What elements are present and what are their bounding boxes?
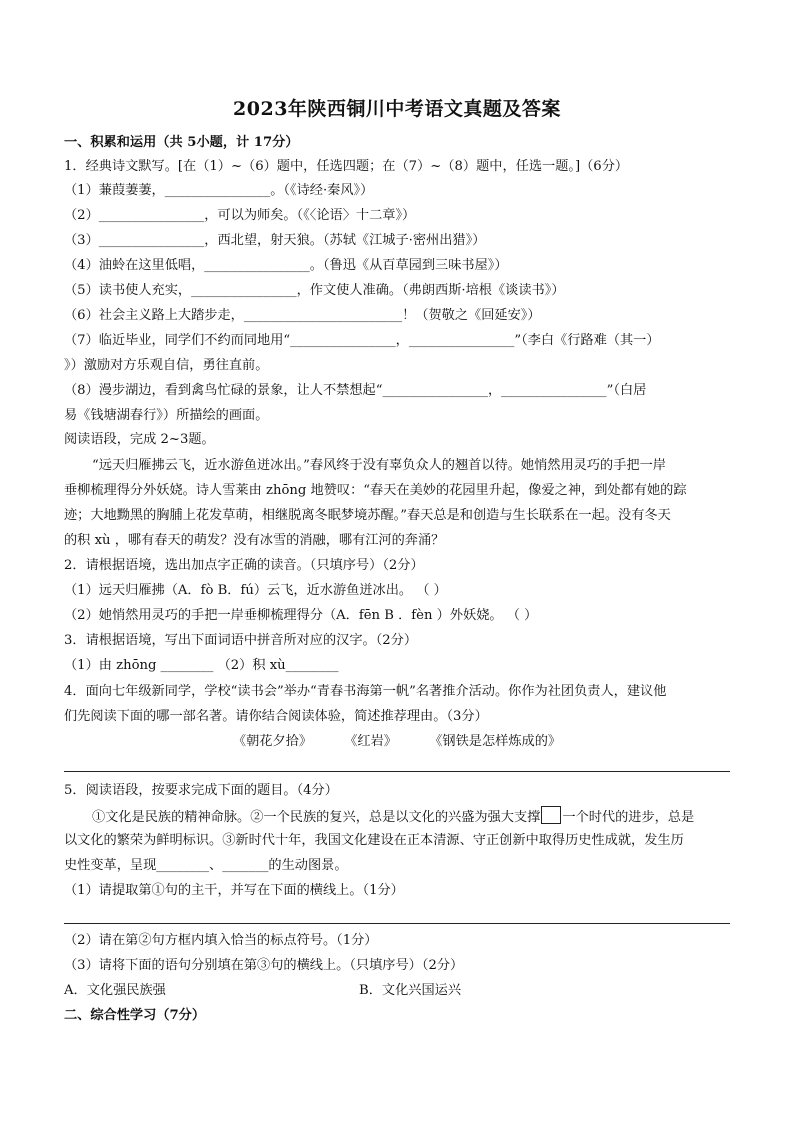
book-option-1: 《朝花夕拾》 bbox=[232, 734, 313, 749]
question-3-items: （1）由 zhōng ________ （2）积 xù________ bbox=[64, 658, 339, 673]
option-b: B．文化兴国运兴 bbox=[359, 983, 462, 998]
question-1-item-3: （3）________________，西北望，射天狼。（苏轼《江城子·密州出猎》） bbox=[64, 233, 486, 248]
passage-line-2: 垂柳梳理得分外妖娆。诗人雪莱由 zhōng 地赞叹：“春天在美妙的花园里升起，像爱之神，到处都有她的踪 bbox=[64, 483, 687, 498]
question-5-sub-1: （1）请提取第①句的主干，并写在下面的横线上。（1分） bbox=[64, 883, 404, 898]
q5-passage-text-b: 一个时代的进步，总是 bbox=[562, 810, 695, 825]
answer-line-q5-1[interactable] bbox=[64, 923, 730, 924]
answer-line-q4[interactable] bbox=[64, 771, 730, 772]
page-title: 2023年陕西铜川中考语文真题及答案 bbox=[233, 98, 561, 120]
question-1-item-1: （1）蒹葭萋萋，________________。（《诗经·秦风》） bbox=[64, 183, 374, 198]
question-4-prompt: 4．面向七年级新同学，学校“读书会”举办“青春书海第一帆”名著推介活动。你作为社团负责人，建议他 bbox=[64, 684, 667, 699]
option-a: A．文化强民族强 bbox=[64, 983, 166, 998]
q5-passage-line-2: 以文化的繁荣为鲜明标识。③新时代十年，我国文化建设在正本清源、守正创新中取得历史性成就，发生历 bbox=[64, 833, 684, 848]
question-4-prompt-cont: 们先阅读下面的哪一部名著。请你结合阅读体验，简述推荐理由。（3分） bbox=[64, 709, 488, 724]
passage-line-1: “远天归雁拂云飞，近水游鱼迸冰出。”春风终于没有辜负众人的翘首以待。她悄然用灵巧的手把一岸 bbox=[92, 458, 666, 473]
punctuation-box[interactable] bbox=[541, 806, 561, 824]
question-5-options bbox=[64, 981, 730, 1001]
question-1-item-8: （8）漫步湖边，看到禽鸟忙碌的景象，让人不禁想起“________________，________________”（白居 bbox=[64, 383, 647, 398]
question-3-prompt: 3．请根据语境，写出下面词语中拼音所对应的汉字。（2分） bbox=[64, 633, 418, 648]
question-1-prompt: 1．经典诗文默写。[在（1）~（6）题中，任选四题；在（7）~（8）题中，任选一题。]（6分） bbox=[64, 159, 629, 174]
question-2-item-1: （1）远天归雁拂（A．fò B．fú）云飞，近水游鱼迸冰出。 （ ） bbox=[64, 583, 447, 598]
question-2-item-2: （2）她悄然用灵巧的手把一岸垂柳梳理得分（A．fēn B ．fèn ）外妖娆。 （ ） bbox=[64, 608, 538, 623]
section-heading-1: 一、积累和运用（共 5小题，计 17分） bbox=[64, 135, 299, 150]
book-option-2: 《红岩》 bbox=[344, 734, 397, 749]
q5-passage-text-a: ①文化是民族的精神命脉。②一个民族的复兴，总是以文化的兴盛为强大支撑 bbox=[92, 810, 541, 825]
question-1-item-6: （6）社会主义路上大踏步走，________________________！（贺敬之《回延安》） bbox=[64, 308, 541, 323]
section-heading-2: 二、综合性学习（7分） bbox=[64, 1008, 206, 1023]
question-2-prompt: 2．请根据语境，选出加点字正确的读音。（只填序号）（2分） bbox=[64, 558, 424, 573]
passage-line-4: 的积 xù ，哪有春天的萌发？没有冰雪的消融，哪有江河的奔涌？ bbox=[64, 533, 445, 548]
question-1-item-5: （5）读书使人充实，________________，作文使人准确。（弗朗西斯·培根《谈读书》） bbox=[64, 283, 565, 298]
question-1-item-4: （4）油蛉在这里低唱，________________。（鲁迅《从百草园到三味书屋》） bbox=[64, 258, 508, 273]
book-options bbox=[0, 732, 794, 752]
question-1-item-8-cont: 易《钱塘湖春行》）所描绘的画面。 bbox=[64, 408, 269, 423]
question-5-sub-2: （2）请在第②句方框内填入恰当的标点符号。（1分） bbox=[64, 933, 378, 948]
passage-line-3: 迹；大地黝黑的胸脯上花发草萌，相继脱离冬眠梦境苏醒。”春天总是和创造与生长联系在一起。没有冬天 bbox=[64, 508, 671, 523]
q5-passage-line-3: 史性变革，呈现________、_______的生动图景。 bbox=[64, 858, 348, 873]
question-5-prompt: 5．阅读语段，按要求完成下面的题目。（4分） bbox=[64, 783, 338, 798]
book-option-3: 《钢铁是怎样炼成的》 bbox=[429, 734, 562, 749]
q5-passage-line-1 bbox=[92, 806, 694, 826]
question-1-item-7-cont: 》）激励对方乐观自信，勇往直前。 bbox=[64, 358, 269, 373]
question-5-sub-3: （3）请将下面的语句分别填在第③句的横线上。（只填序号）（2分） bbox=[64, 958, 464, 973]
question-1-item-7: （7）临近毕业，同学们不约而同地用“________________，________________”（李白《行路难（其一） bbox=[64, 333, 660, 348]
question-1-item-2: （2）________________，可以为师矣。（《〈论语〉十二章》） bbox=[64, 208, 416, 223]
reading-instruction: 阅读语段，完成 2~3题。 bbox=[64, 432, 215, 447]
